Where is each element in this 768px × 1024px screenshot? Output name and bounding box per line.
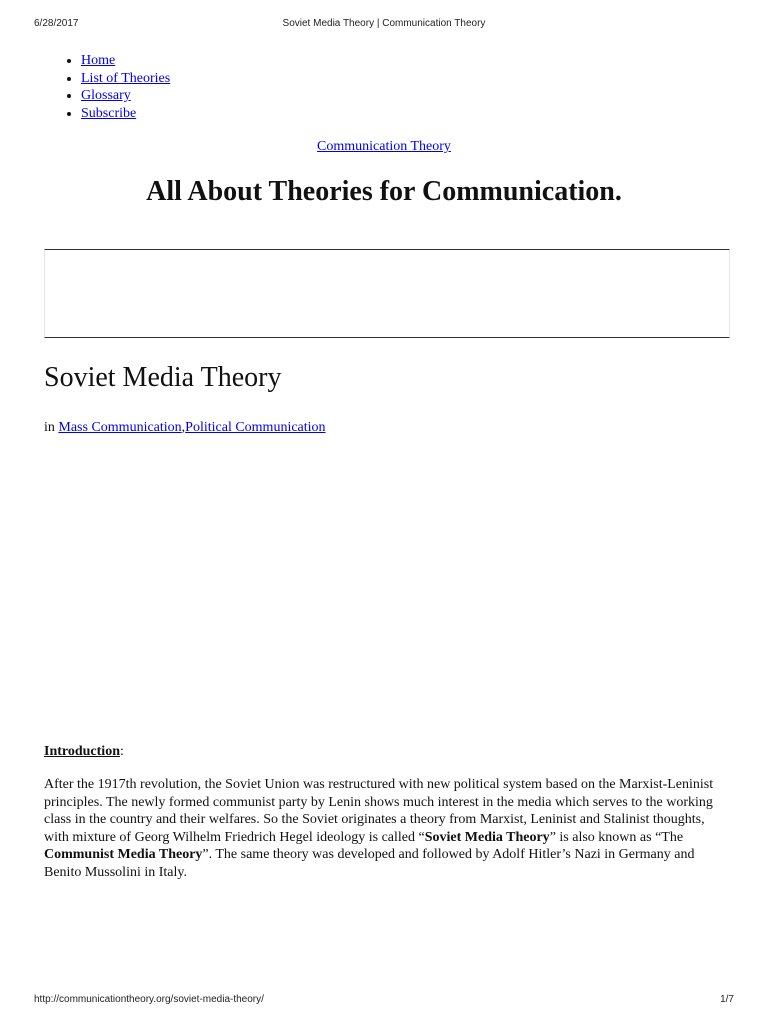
top-navigation (62, 52, 170, 122)
nav-item-glossary (81, 87, 170, 105)
banner-placeholder (44, 249, 730, 338)
intro-text-2: ” is also known as “The (549, 829, 684, 845)
intro-text-3: ”. The same theory was developed and followed by Adolf Hitler’s Nazi in Germany and Benito Mussolini in Italy. (44, 847, 695, 880)
category-separator: , (181, 420, 186, 435)
nav-link-home[interactable]: Home (81, 53, 116, 68)
print-page-title: Soviet Media Theory | Communication Theory (282, 18, 486, 29)
introduction-heading-row (44, 744, 124, 760)
nav-link-subscribe[interactable]: Subscribe (81, 105, 137, 121)
page-title: Soviet Media Theory (44, 362, 282, 393)
introduction-paragraph (44, 776, 724, 881)
print-header (0, 18, 768, 32)
print-date: 6/28/2017 (34, 18, 79, 29)
nav-item-subscribe (81, 105, 170, 123)
site-name-container (0, 139, 768, 155)
introduction-heading: Introduction (44, 744, 120, 759)
introduction-heading-colon: : (119, 744, 124, 759)
nav-link-glossary[interactable]: Glossary (81, 88, 131, 103)
nav-item-list-of-theories (81, 70, 170, 88)
post-categories (44, 420, 326, 436)
nav-link-list-of-theories[interactable]: List of Theories (81, 70, 171, 86)
site-tagline: All About Theories for Communication. (146, 176, 622, 207)
site-name-link[interactable]: Communication Theory (317, 139, 451, 154)
print-page-number: 1/7 (720, 994, 734, 1005)
print-footer (0, 994, 768, 1008)
category-link-political-communication[interactable]: Political Communication (185, 420, 326, 435)
nav-item-home (81, 52, 170, 70)
print-url: http://communicationtheory.org/soviet-media-theory/ (34, 994, 264, 1005)
intro-text-1: After the 1917th revolution, the Soviet Union was restructured with new political system based on the Marxist-Leninist principles. The newly formed communist party by Lenin shows much interest in the media which serves to the working class in the country and their welfares. So the Soviet originates a theory from Marxist, Leninist and Stalinist thoughts, with mixture of Georg Wilhelm Friedrich Hegel ideology is called “ (44, 777, 714, 845)
categories-prefix: in (44, 420, 55, 435)
category-link-mass-communication[interactable]: Mass Communication (58, 420, 182, 435)
intro-bold-soviet-media-theory: Soviet Media Theory (424, 829, 550, 845)
intro-bold-communist-media-theory: Communist Media Theory (44, 847, 203, 862)
